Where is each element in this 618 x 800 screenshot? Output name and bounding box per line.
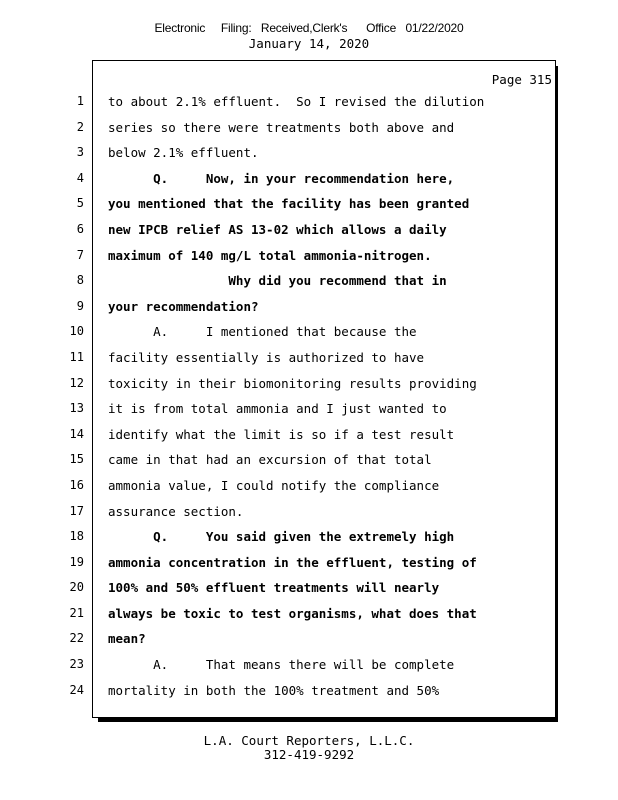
transcript-line [0,119,618,154]
line-number: 15 [69,452,84,467]
line-text: ammonia value, I could notify the compliance [108,477,440,493]
line-text: identify what the limit is so if a test result [108,426,455,442]
line-text: Why did you recommend that in [108,273,447,289]
line-number: 3 [76,145,84,160]
line-text: you mentioned that the facility has been granted [108,196,470,212]
line-text: new IPCB relief AS 13-02 which allows a daily [108,221,447,237]
line-number: 16 [69,477,84,492]
line-text: 100% and 50% effluent treatments will nearly [108,580,440,596]
line-text: assurance section. [108,503,244,519]
line-number: 9 [76,298,84,313]
line-number: 4 [76,170,84,185]
line-number: 22 [69,631,84,646]
line-number: 7 [76,247,84,262]
line-text: mortality in both the 100% treatment and 50% [108,682,440,698]
line-number: 18 [69,529,84,544]
line-number: 20 [69,580,84,595]
transcript-line [0,682,618,717]
line-text: A. I mentioned that because the [108,324,417,340]
line-number: 10 [69,324,84,339]
line-number: 13 [69,401,84,416]
line-number: 21 [69,605,84,620]
transcript-line [0,273,618,307]
line-text: A. That means there will be complete [108,657,455,673]
line-text: to about 2.1% effluent. So I revised the dilution [108,94,485,109]
line-text: your recommendation? [108,298,259,314]
reporter-company: L.A. Court Reporters, L.L.C. [203,733,415,748]
line-text: always be toxic to test organisms, what does that [108,605,477,621]
line-text: below 2.1% effluent. [108,145,259,161]
line-number: 1 [76,94,84,108]
transcript-line [0,477,618,512]
line-number: 14 [69,426,84,441]
filing-stamp: Electronic Filing: Received,Clerk's Office 01/22/2020 [154,21,464,35]
line-text: series so there were treatments both above and [108,119,455,135]
line-text: facility essentially is authorized to have [108,349,425,365]
line-text: ammonia concentration in the effluent, testing of [108,554,477,570]
line-text: toxicity in their biomonitoring results providing [108,375,477,391]
line-text: Q. You said given the extremely high [108,529,455,545]
line-number: 11 [69,349,84,364]
line-number: 8 [76,273,84,288]
line-text: came in that had an excursion of that total [108,452,432,468]
line-number: 6 [76,221,84,236]
line-text: Q. Now, in your recommendation here, [108,170,455,186]
transcript-lines [0,94,618,716]
transcript-line [0,605,618,640]
page-number: Page 315 [491,72,552,87]
line-number: 12 [69,375,84,390]
line-text: mean? [108,631,146,647]
line-number: 19 [69,554,84,569]
line-text: maximum of 140 mg/L total ammonia-nitrogen. [108,247,432,263]
line-number: 2 [76,119,84,134]
line-number: 5 [76,196,84,211]
line-text: it is from total ammonia and I just wanted to [108,401,447,417]
reporter-phone: 312-419-9292 [263,747,355,762]
line-number: 23 [69,657,84,672]
line-number: 24 [69,682,84,697]
transcript-date: January 14, 2020 [248,36,370,51]
line-number: 17 [69,503,84,518]
